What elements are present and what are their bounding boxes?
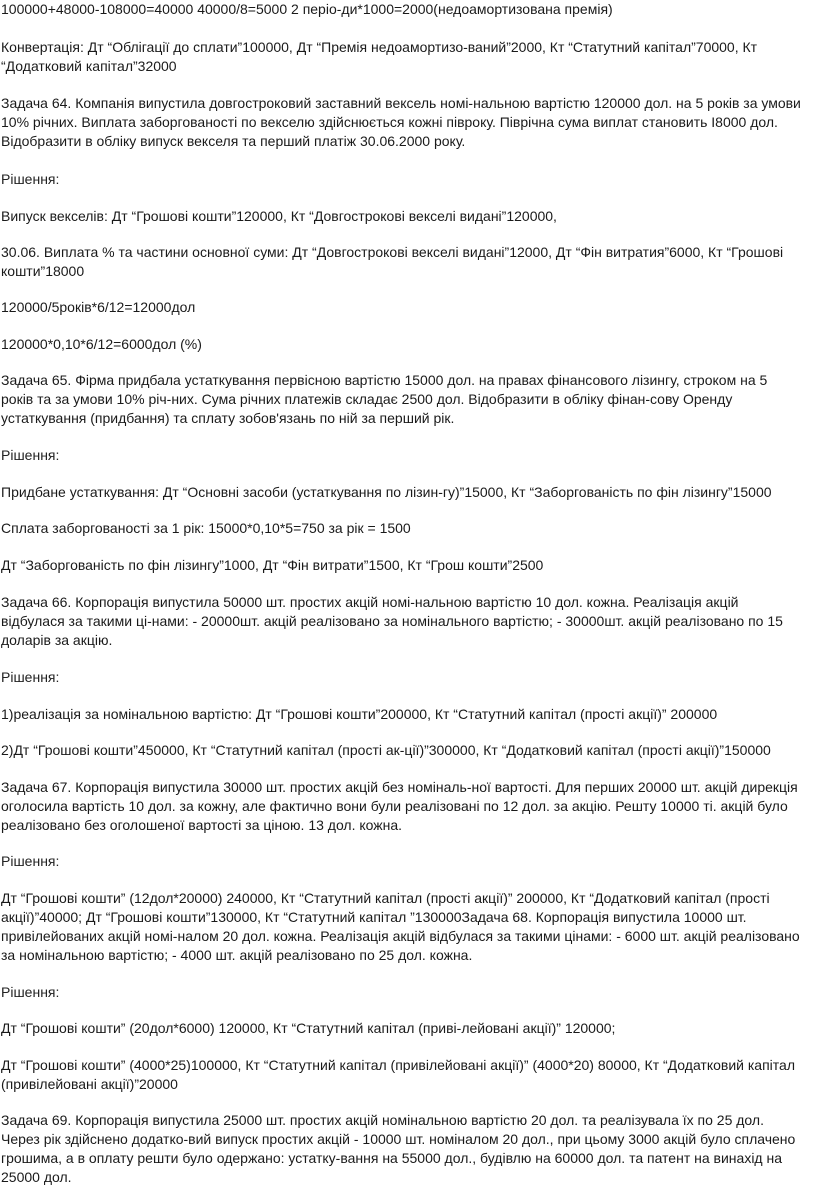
task-68-entry-2: Дт “Грошові кошти” (4000*25)100000, Кт “Статутний капітал (привілейовані акції)” (4000*20) 80000, Кт “Додатковий капітал (привілейовані акції)”20000 — [1, 1057, 795, 1092]
task-65-entry-3: Дт “Заборгованість по фін лізингу”1000, Дт “Фін витрати”1500, Кт “Грош кошти”2500 — [1, 557, 544, 573]
task-66-entry-2: 2)Дт “Грошові кошти”450000, Кт “Статутний капітал (прості ак-ції)”300000, Кт “Додатковий капітал (прості акції)”150000 — [1, 742, 771, 758]
task-65-entry-2: Сплата заборгованості за 1 рік: 15000*0,10*5=750 за рік = 1500 — [1, 520, 411, 536]
solution-label-66: Рішення: — [1, 669, 60, 685]
task-66-entry-1: 1)реалізація за номінальною вартістю: Дт “Грошові кошти”200000, Кт “Статутний капітал (прості акції)” 200000 — [1, 706, 718, 722]
paragraph-calculation: 100000+48000-108000=40000 40000/8=5000 2 періо-ди*1000=2000(недоамортизована премія) — [1, 1, 613, 17]
solution-label-67: Рішення: — [1, 853, 60, 869]
task-69-text: Задача 69. Корпорація випустила 25000 шт. простих акцій номінальною вартістю 20 дол. та реалізувала їх по 25 дол. Через рік здійснено додатко-вий випуск простих акцій - 10000 шт. номіналом 20 дол., при цьому 3000 акцій було сплачено грошима, а в оплату решти було одержано: устатку-вання на 55000 дол., будівлю на 60000 дол. та патент на винахід на 25000 дол. — [1, 1112, 796, 1185]
task-68-entry-1: Дт “Грошові кошти” (20дол*6000) 120000, Кт “Статутний капітал (приві-лейовані акції)” 120000; — [1, 1020, 616, 1036]
task-67-text: Задача 67. Корпорація випустила 30000 шт. простих акцій без номіналь-ної вартості. Для перших 20000 шт. акцій дирекція оголосила вартість 10 дол. за кожну, але фактично вони були реалізовані по 12 дол. за акцію. Решту 10000 ті. акцій було реалізовано без оголошеної вартості за ціною. 13 дол. кожна. — [1, 779, 798, 833]
task-65-text: Задача 65. Фірма придбала устаткування первісною вартістю 15000 дол. на правах фінансового лізингу, строком на 5 років та за умови 10% річ-них. Сума річних платежів складає 2500 дол. Відобразити в обліку фінан-сову Оренду устаткування (придбання) та сплату зобов'язань по ній за перший рік. — [1, 372, 768, 426]
paragraph-conversion: Конвертація: Дт “Облігації до сплати”100000, Дт “Премія недоамортизо-ваний”2000, Кт “Статутний капітал”70000, Кт “Додатковий капітал”32000 — [1, 39, 758, 74]
task-64-text: Задача 64. Компанія випустила довгостроковий заставний вексель номі-нальною вартістю 120000 дол. на 5 років за умови 10% річних. Виплата заборгованості по векселю здійснюється кожні півроку. Піврічна сума виплат становить I8000 дол. Відобразити в обліку випуск векселя та перший платіж 30.06.2000 року. — [1, 95, 801, 149]
task-64-calc-1: 120000/5років*6/12=12000дол — [1, 299, 196, 315]
task-64-entry-2: 30.06. Виплата % та частини основної суми: Дт “Довгострокові векселі видані”12000, Дт “Фін витратия”6000, Кт “Грошові кошти”18000 — [1, 244, 784, 279]
solution-label-64: Рішення: — [1, 171, 60, 187]
task-65-entry-1: Придбане устаткування: Дт “Основні засоби (устаткування по лізин-гу)”15000, Кт “Заборгованість по фін лізингу”15000 — [1, 484, 772, 500]
task-64-entry-1: Випуск векселів: Дт “Грошові кошти”120000, Кт “Довгострокові векселі видані”120000, — [1, 208, 557, 224]
task-64-calc-2: 120000*0,10*6/12=6000дол (%) — [1, 336, 202, 352]
solution-label-65: Рішення: — [1, 447, 60, 463]
task-67-entry-and-task-68-text: Дт “Грошові кошти” (12дол*20000) 240000, Кт “Статутний капітал (прості акції)” 200000, Кт “Додатковий капітал (прості акції)”40000; Дт “Грошові кошти”130000, Кт “Статутний капітал ”130000Задача 68. Корпорація випустила 10000 шт. привілейованих акцій номі-налом 20 дол. кожна. Реалізація акцій відбулася за такими цінами: - 6000 шт. акцій реалізовано за номінальною вартістю; - 4000 шт. акцій реалізовано по 25 дол. кожна. — [1, 890, 800, 963]
task-66-text: Задача 66. Корпорація випустила 50000 шт. простих акцій номі-нальною вартістю 10 дол. кожна. Реалізація акцій відбулася за такими ці-нами: - 20000шт. акцій реалізовано за номінального вартістю; - 30000шт. акцій реалізовано по 15 доларів за акцію. — [1, 594, 783, 648]
solution-label-68: Рішення: — [1, 984, 60, 1000]
